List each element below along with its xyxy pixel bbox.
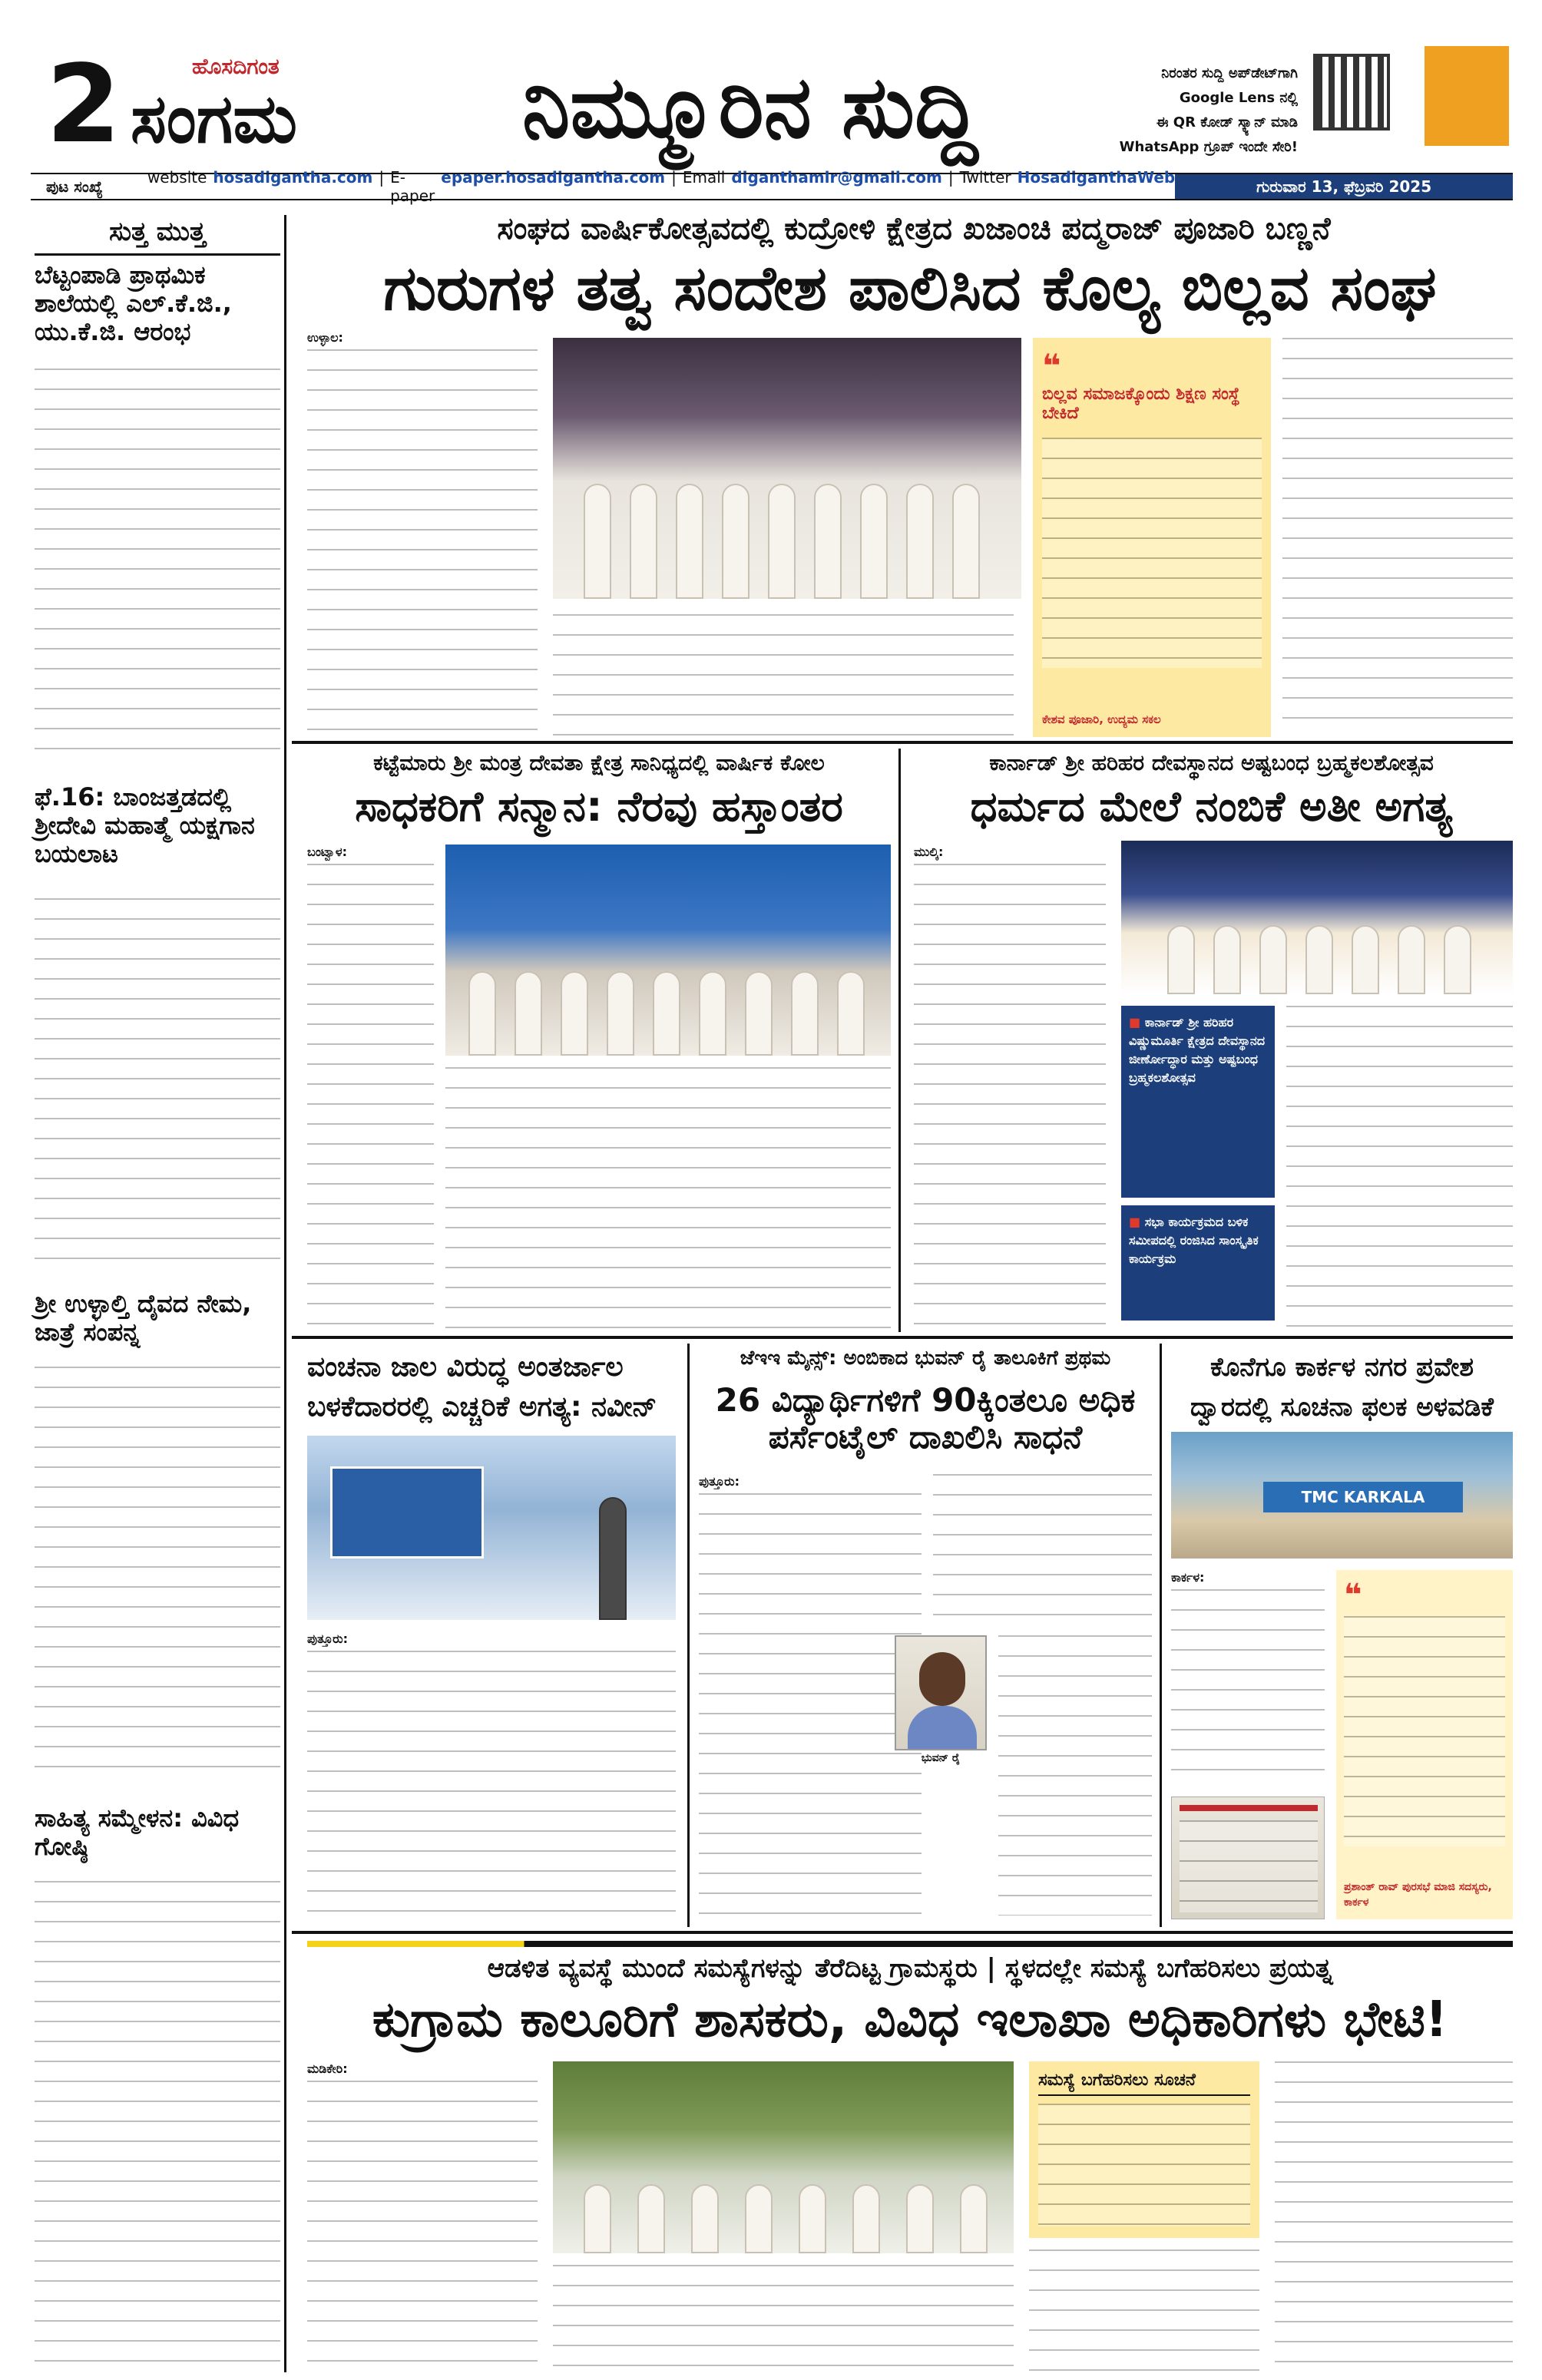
page-number: 2 [46, 42, 121, 167]
story1-dateline: ಉಳ್ಳಾಲ: [307, 330, 343, 345]
story2-headline[interactable]: ಸಾಧಕರಿಗೆ ಸನ್ಮಾನ: ನೆರವು ಹಸ್ತಾಂತರ [355, 782, 843, 831]
info-strip [31, 168, 1513, 205]
epaper-link[interactable]: epaper.hosadigantha.com [441, 168, 666, 187]
story1-kicker: ಸಂಘದ ವಾರ್ಷಿಕೋತ್ಸವದಲ್ಲಿ ಕುದ್ರೋಳಿ ಕ್ಷೇತ್ರದ ಖಜಾಂಚಿ ಪದ್ಮರಾಜ್ ಪೂಜಾರಿ ಬಣ್ಣನೆ [497, 211, 1331, 246]
story5-photo-caption: ಭುವನ್ ರೈ [921, 1752, 961, 1764]
sidebar-item-title[interactable]: ಶ್ರೀ ಉಳ್ಳಾಲ್ತಿ ದೈವದ ನೇಮ, ಜಾತ್ರೆ ಸಂಪನ್ನ [35, 1289, 252, 1347]
story6-clipping [1171, 1797, 1325, 1919]
issue-date: ಗುರುವಾರ 13, ಫೆಬ್ರವರಿ 2025 [1175, 174, 1513, 199]
quote-mark-icon: ❝ [1344, 1578, 1362, 1613]
separator: | [379, 168, 385, 187]
portrait-head [919, 1652, 965, 1706]
story6-photo [1171, 1432, 1513, 1559]
strip-links [147, 168, 1175, 205]
sidebar-item-title[interactable]: ಸಾಹಿತ್ಯ ಸಮ್ಮೇಳನ: ವಿವಿಧ ಗೋಷ್ಠಿ [35, 1803, 240, 1861]
story3-box-2 [1121, 1205, 1275, 1321]
portrait-body [908, 1706, 977, 1750]
clipping-header-bar [1180, 1805, 1318, 1811]
bullet-icon: ■ [1129, 1215, 1145, 1229]
sidebar-item-title[interactable]: ಬೆಟ್ಟಂಪಾಡಿ ಪ್ರಾಥಮಿಕ ಶಾಲೆಯಲ್ಲಿ ಎಲ್.ಕೆ.ಜಿ., ಯು.ಕೆ.ಜಿ. ಆರಂಭ [35, 260, 232, 346]
story3-kicker: ಕಾರ್ನಾಡ್ ಶ್ರೀ ಹರಿಹರ ದೇವಸ್ಥಾನದ ಅಷ್ಟಬಂಧ ಬ್ರಹ್ಮಕಲಶೋತ್ಸವ [989, 750, 1434, 775]
story7-headline[interactable]: ಕುಗ್ರಾಮ ಕಾಲೂರಿಗೆ ಶಾಸಕರು, ವಿವಿಧ ಇಲಾಖಾ ಅಧಿಕಾರಿಗಳು ಭೇಟಿ! [372, 1992, 1448, 2048]
story4-photo [307, 1436, 676, 1620]
story3-box2-text: ಸಭಾ ಕಾರ್ಯಕ್ರಮದ ಬಳಿಕ ಸಮೀಪದಲ್ಲಿ ರಂಜಿಸಿದ ಸಾಂಸ್ಕೃತಿಕ ಕಾರ್ಯಕ್ರಮ [1129, 1215, 1259, 1266]
story7-box-title: ಸಮಸ್ಯೆ ಬಗೆಹರಿಸಲು ಸೂಚನೆ [1038, 2071, 1250, 2096]
sidebar [35, 215, 280, 256]
story5-headline[interactable]: 26 ವಿದ್ಯಾರ್ಥಿಗಳಿಗೆ 90ಕ್ಕಿಂತಲೂ ಅಧಿಕ ಪರ್ಸೆಂಟೈಲ್ ದಾಖಲಿಸಿ ಸಾಧನೆ [715, 1381, 1136, 1456]
story2-dateline: ಬಂಟ್ವಾಳ: [307, 845, 347, 859]
story5-photo [895, 1635, 987, 1750]
quote-author: ಕೇಶವ ಪೂಜಾರಿ, ಉದ್ಯಮ ಸಕಲ [1042, 712, 1161, 726]
story6-sign: TMC KARKALA [1263, 1482, 1463, 1512]
brand-name: ಸಂಗಮ [131, 79, 298, 158]
story7-top-rule [307, 1941, 1513, 1947]
website-link[interactable]: hosadigantha.com [213, 168, 373, 187]
story6-headline[interactable]: ಕೊನೆಗೂ ಕಾರ್ಕಳ ನಗರ ಪ್ರವೇಶ ದ್ವಾರದಲ್ಲಿ ಸೂಚನಾ ಫಲಕ ಅಳವಡಿಕೆ [1190, 1352, 1494, 1423]
qr-promo-line: WhatsApp ಗ್ರೂಪ್ ಇಂದೇ ಸೇರಿ! [1119, 139, 1298, 155]
story2-kicker: ಕಟ್ಟೆಮಾರು ಶ್ರೀ ಮಂತ್ರ ದೇವತಾ ಕ್ಷೇತ್ರ ಸಾನಿಧ್ಯದಲ್ಲಿ ವಾರ್ಷಿಕ ಕೋಲ [373, 750, 825, 775]
qr-promo-line: ನಿರಂತರ ಸುದ್ದಿ ಅಪ್‌ಡೇಟ್‌ಗಾಗಿ [1161, 65, 1298, 81]
story1-quote-box [1033, 338, 1271, 737]
separator: | [948, 168, 954, 187]
story1-photo [553, 338, 1021, 599]
qr-promo-line: Google Lens ನಲ್ಲಿ [1179, 90, 1298, 106]
story3-box1-text: ಕಾರ್ನಾಡ್ ಶ್ರೀ ಹರಿಹರ ವಿಷ್ಣುಮೂರ್ತಿ ಕ್ಷೇತ್ರದ ದೇವಸ್ಥಾನದ ಜೀರ್ಣೋದ್ಧಾರ ಮತ್ತು ಅಷ್ಟಬಂಧ ಬ್ರಹ್ಮಕಲಶೋತ್ಸವ [1129, 1015, 1266, 1085]
qr-promo-line: ಈ QR ಕೋಡ್ ಸ್ಕ್ಯಾನ್ ಮಾಡಿ [1156, 114, 1298, 131]
story7-dateline: ಮಡಿಕೇರಿ: [307, 2061, 348, 2076]
story1-headline[interactable]: ಗುರುಗಳ ತತ್ವ ಸಂದೇಶ ಪಾಲಿಸಿದ ಕೊಲ್ಯ ಬಿಲ್ಲವ ಸಂಘ [383, 253, 1437, 324]
quote-mark-icon: ❝ [1042, 347, 1061, 385]
strip-label: ಪುಟ ಸಂಖ್ಯೆ [46, 177, 103, 196]
website-label: website [147, 168, 207, 187]
story3-headline[interactable]: ಧರ್ಮದ ಮೇಲೆ ನಂಬಿಕೆ ಅತೀ ಅಗತ್ಯ [970, 782, 1453, 831]
masthead-yellow-accent [983, 42, 1037, 173]
epaper-label: E-paper [390, 168, 435, 205]
sidebar-item-title[interactable]: ಫೆ.16: ಬಾಂಜತ್ತಡದಲ್ಲಿ ಶ್ರೀದೇವಿ ಮಹಾತ್ಮೆ ಯಕ್ಷಗಾನ ಬಯಲಾಟ [35, 782, 255, 868]
email-label: Email [682, 168, 726, 187]
quote-author: ಪ್ರಶಾಂತ್ ರಾವ್ ಪುರಸಭೆ ಮಾಜಿ ಸದಸ್ಯರು, ಕಾರ್ಕಳ [1344, 1881, 1492, 1909]
story7-box [1029, 2061, 1259, 2238]
brand-small: ಹೊಸದಿಗಂತ [192, 54, 280, 79]
story3-photo [1121, 841, 1513, 994]
separator: | [671, 168, 677, 187]
story3-box-1 [1121, 1006, 1275, 1198]
qr-code-icon[interactable] [1313, 54, 1390, 131]
story4-dateline: ಪುತ್ತೂರು: [307, 1631, 349, 1646]
story5-kicker: ಜೆಇಇ ಮೈನ್ಸ್: ಅಂಬಿಕಾದ ಭುವನ್ ರೈ ತಾಲೂಕಿಗೆ ಪ್ರಥಮ [740, 1347, 1111, 1370]
qr-promo [1090, 61, 1298, 160]
email-link[interactable]: diganthamlr@gmail.com [731, 168, 942, 187]
story6-dateline: ಕಾರ್ಕಳ: [1171, 1570, 1205, 1585]
story7-photo [553, 2061, 1014, 2253]
orange-corner-block [1425, 46, 1509, 146]
story5-dateline: ಪುತ್ತೂರು: [699, 1474, 740, 1489]
quote-title: ಬಿಲ್ಲವ ಸಮಾಜಕ್ಕೊಂದು ಶಿಕ್ಷಣ ಸಂಸ್ಥೆ ಬೇಕಿದೆ [1042, 385, 1240, 424]
story6-quote-box [1336, 1570, 1513, 1919]
story7-kicker: ಆಡಳಿತ ವ್ಯವಸ್ಥೆ ಮುಂದೆ ಸಮಸ್ಯೆಗಳನ್ನು ತೆರೆದಿಟ್ಟ ಗ್ರಾಮಸ್ಥರು | ಸ್ಥಳದಲ್ಲೇ ಸಮಸ್ಯೆ ಬಗೆಹರಿಸಲು ಪ್ರಯತ್ನ [487, 1953, 1333, 1984]
twitter-link[interactable]: HosadiganthaWeb [1017, 168, 1176, 187]
projector-screen [330, 1466, 484, 1559]
bullet-icon: ■ [1129, 1015, 1145, 1030]
story3-dateline: ಮುಲ್ಕಿ: [914, 845, 944, 859]
sidebar-header: ಸುತ್ತ ಮುತ್ತ [35, 215, 280, 256]
story2-photo [445, 845, 891, 1056]
twitter-label: Twitter [959, 168, 1011, 187]
story4-headline[interactable]: ವಂಚನಾ ಜಾಲ ವಿರುದ್ಧ ಅಂತರ್ಜಾಲ ಬಳಕೆದಾರರಲ್ಲಿ ಎಚ್ಚರಿಕೆ ಅಗತ್ಯ: ನವೀನ್ [307, 1351, 657, 1423]
section-title: ನಿಮ್ಮೂರಿನ ಸುದ್ದಿ [522, 57, 978, 157]
